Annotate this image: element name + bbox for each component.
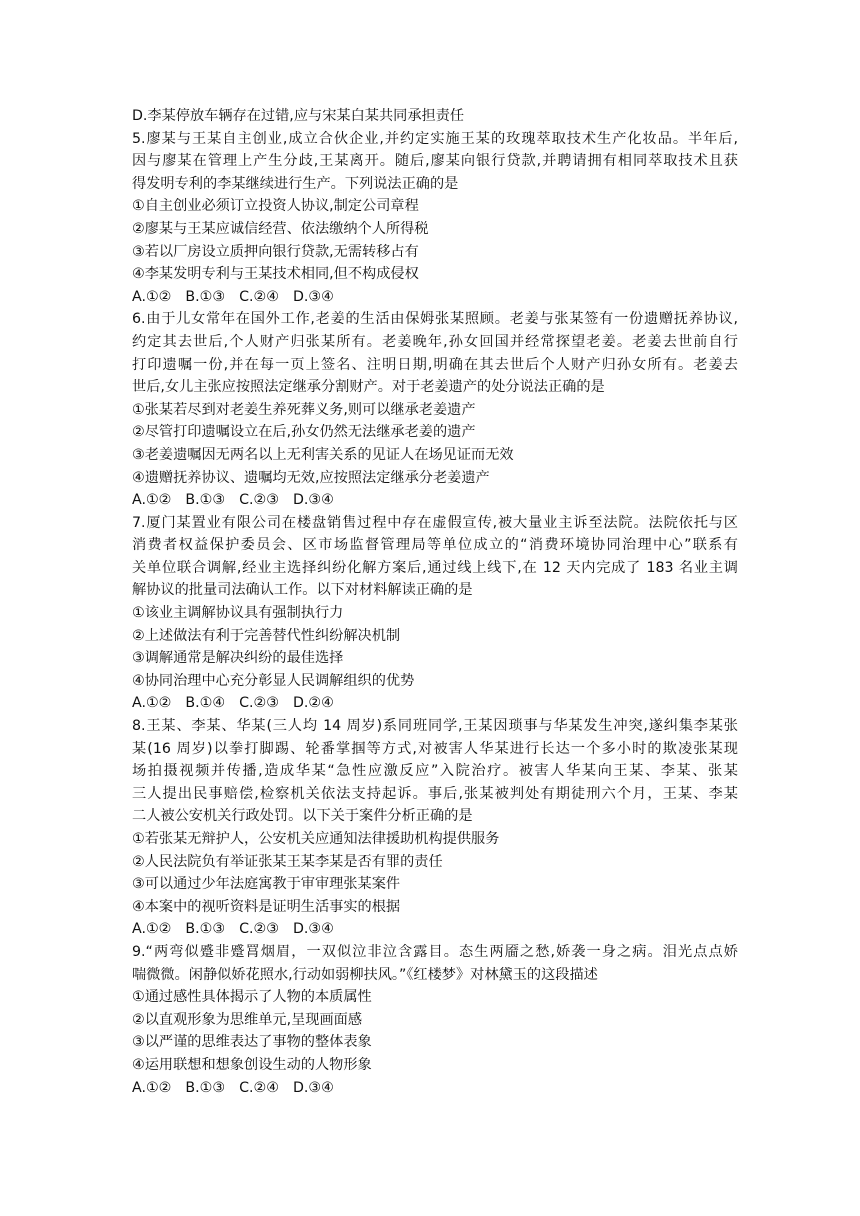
- question-stem: [132, 308, 738, 398]
- statement-option: ③可以通过少年法庭寓教于审审理张某案件: [132, 876, 401, 893]
- statement-option: ②人民法院负有举证张某王某李某是否有罪的责任: [132, 853, 443, 870]
- question-stem-line: 世后,女儿主张应按照法定继承分割财产。对于老姜遗产的处分说法正确的是: [132, 379, 605, 396]
- statement-option: ④本案中的视听资料是证明生活事实的根据: [132, 898, 401, 915]
- question-stem-line: 6.由于儿女常年在国外工作,老姜的生活由保姆张某照顾。老姜与张某签有一份遗赠抚养协议,: [132, 311, 738, 328]
- answer-choices: [132, 918, 738, 941]
- answer-choices: [132, 489, 738, 512]
- prev-option-d: D.李某停放车辆存在过错,应与宋某白某共同承担责任: [132, 108, 465, 124]
- question-stem-line: 关单位联合调解,经业主选择纠纷化解方案后,通过线上线下,在 12 天内完成了 183 名业主调: [132, 559, 738, 576]
- statement-option: ①该业主调解协议具有强制执行力: [132, 605, 344, 622]
- answer-choice: C.②③: [239, 921, 279, 938]
- answer-choices: [132, 1077, 738, 1100]
- statement-option: ④李某发明专利与王某技术相同,但不构成侵权: [132, 266, 419, 283]
- question-block: [132, 715, 738, 941]
- answer-choice: B.①③: [185, 1079, 226, 1096]
- question-stem-line: 场拍摄视频并传播,造成华某“急性应激反应”入院治疗。被害人华某向王某、李某、张某: [132, 763, 738, 780]
- statement-option: ①自主创业必须订立投资人协议,制定公司章程: [132, 198, 419, 215]
- answer-choice: B.①③: [185, 288, 226, 305]
- statement-option: ②廖某与王某应诚信经营、依法缴纳个人所得税: [132, 220, 429, 237]
- question-stem-line: 某(16 周岁)以拳打脚踢、轮番掌掴等方式,对被害人华某进行长达一个多小时的欺凌张某现: [132, 740, 738, 757]
- answer-choices: [132, 692, 738, 715]
- answer-choice: A.①②: [132, 492, 172, 509]
- question-stem-line: 5.廖某与王某自主创业,成立合伙企业,并约定实施王某的玫瑰萃取技术生产化妆品。半年后,: [132, 130, 738, 147]
- question-list: [132, 128, 738, 1100]
- question-stem-line: 二人被公安机关行政处罚。以下关于案件分析正确的是: [132, 808, 473, 825]
- statement-option: ③若以厂房设立质押向银行贷款,无需转移占有: [132, 243, 419, 260]
- answer-choice: C.②④: [239, 1079, 279, 1096]
- question-stem-line: 9.“两弯似蹙非蹙罥烟眉，一双似泣非泣含露目。态生两靥之愁,娇袭一身之病。泪光点点娇: [132, 943, 738, 960]
- question-stem-line: 因与廖某在管理上产生分歧,王某离开。随后,廖某向银行贷款,并聘请拥有相同萃取技术且获: [132, 153, 738, 170]
- statement-option: ④遗赠抚养协议、遗嘱均无效,应按照法定继承分老姜遗产: [132, 469, 490, 486]
- question-stem: [132, 715, 738, 828]
- answer-choice: A.①②: [132, 288, 172, 305]
- answer-choice: C.②③: [239, 695, 279, 712]
- statement-option: ④协同治理中心充分彰显人民调解组织的优势: [132, 672, 415, 689]
- question-stem-line: 打印遗嘱一份,并在每一页上签名、注明日期,明确在其去世后个人财产归孙女所有。老姜去: [132, 356, 738, 373]
- answer-choice: C.②④: [239, 288, 279, 305]
- answer-choices: [132, 286, 738, 309]
- statement-option: ②以直观形象为思维单元,呈现画面感: [132, 1011, 363, 1028]
- question-stem-line: 8.王某、李某、华某(三人均 14 周岁)系同班同学,王某因琐事与华某发生冲突,遂纠集李某张: [132, 718, 738, 735]
- statement-option: ②上述做法有利于完善替代性纠纷解决机制: [132, 627, 401, 644]
- question-stem-line: 喘微微。闲静似娇花照水,行动如弱柳扶风。”《红楼梦》对林黛玉的这段描述: [132, 966, 598, 983]
- statement-option: ③老姜遗嘱因无两名以上无利害关系的见证人在场见证而无效: [132, 446, 514, 463]
- answer-choice: B.①③: [185, 492, 226, 509]
- question-block: [132, 512, 738, 715]
- statement-option: ①通过感性具体揭示了人物的本质属性: [132, 989, 372, 1006]
- answer-choice: A.①②: [132, 695, 172, 712]
- statement-option: ②尽管打印遗嘱设立在后,孙女仍然无法继承老姜的遗产: [132, 424, 476, 441]
- statement-option: ①若张某无辩护人，公安机关应通知法律援助机构提供服务: [132, 831, 500, 847]
- question-stem-line: 得发明专利的李某继续进行生产。下列说法正确的是: [132, 175, 459, 192]
- question-block: [132, 308, 738, 511]
- question-stem: [132, 512, 738, 602]
- statement-option: ①张某若尽到对老姜生养死葬义务,则可以继承老姜遗产: [132, 401, 476, 418]
- question-stem: [132, 941, 738, 986]
- question-stem-line: 解协议的批量司法确认工作。以下对材料解读正确的是: [132, 582, 473, 599]
- question-stem-line: 消费者权益保护委员会、区市场监督管理局等单位成立的“消费环境协同治理中心”联系有: [132, 537, 738, 554]
- answer-choice: D.②④: [292, 695, 334, 712]
- question-block: [132, 128, 738, 309]
- answer-choice: D.③④: [292, 1079, 334, 1096]
- question-stem: [132, 128, 738, 196]
- answer-choice: A.①②: [132, 921, 172, 938]
- answer-choice: D.③④: [292, 492, 334, 509]
- question-stem-line: 三人提出民事赔偿,检察机关依法支持起诉。事后,张某被判处有期徒刑六个月，王某、李某: [132, 785, 738, 802]
- statement-option: ④运用联想和想象创设生动的人物形象: [132, 1056, 372, 1073]
- question-stem-line: 7.厦门某置业有限公司在楼盘销售过程中存在虚假宣传,被大量业主诉至法院。法院依托与区: [132, 514, 738, 531]
- question-block: [132, 941, 738, 1099]
- answer-choice: B.①③: [185, 921, 226, 938]
- answer-choice: D.③④: [292, 921, 334, 938]
- answer-choice: C.②③: [239, 492, 279, 509]
- statement-option: ③调解通常是解决纠纷的最佳选择: [132, 650, 344, 667]
- statement-option: ③以严谨的思维表达了事物的整体表象: [132, 1034, 372, 1051]
- question-stem-line: 约定其去世后,个人财产归张某所有。老姜晚年,孙女回国并经常探望老姜。老姜去世前自行: [132, 333, 738, 350]
- answer-choice: D.③④: [292, 288, 334, 305]
- answer-choice: A.①②: [132, 1079, 172, 1096]
- answer-choice: B.①④: [185, 695, 226, 712]
